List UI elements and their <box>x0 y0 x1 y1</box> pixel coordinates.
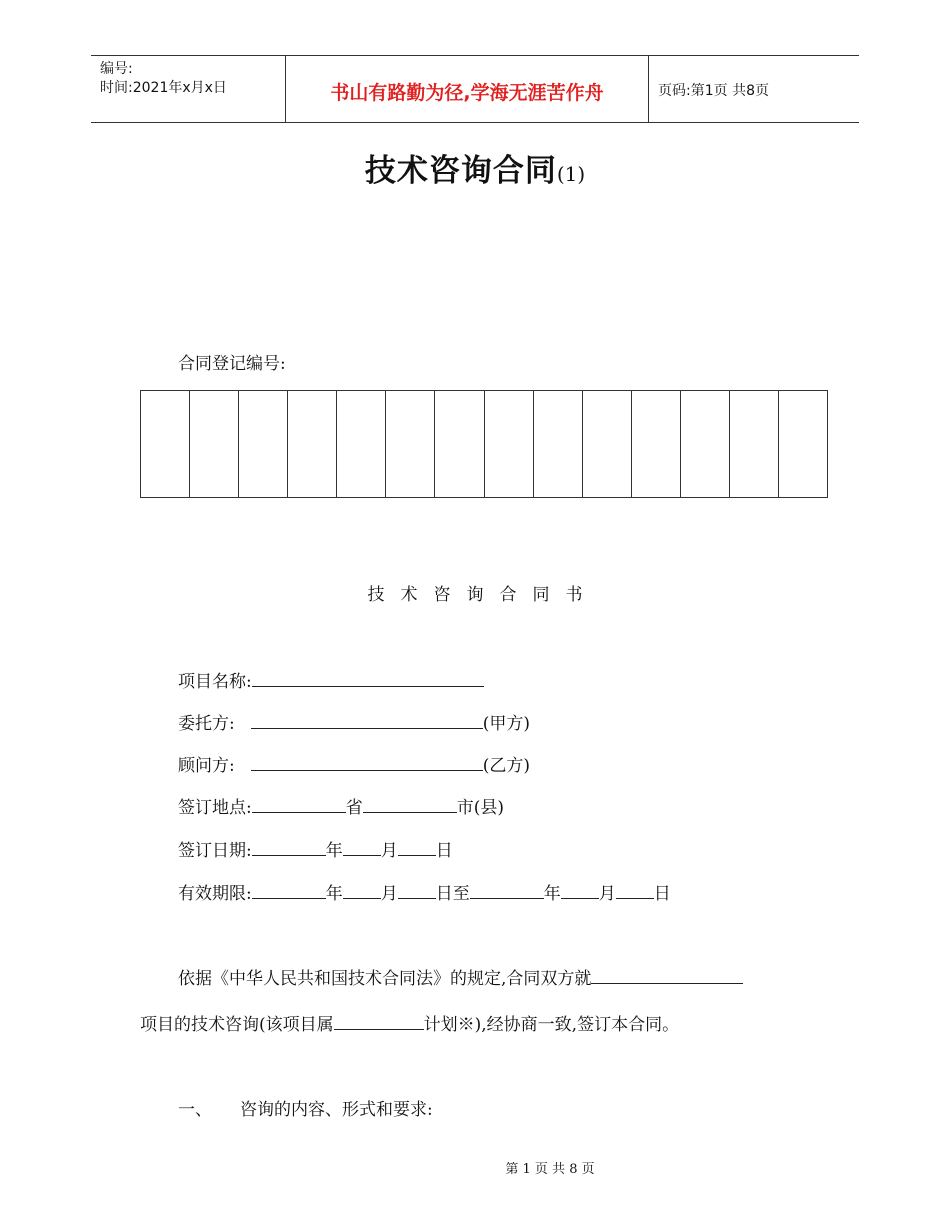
day-label: 日 <box>435 841 453 861</box>
document-number-label: 编号: <box>100 61 133 77</box>
header-motto: 书山有路勤为径,学海无涯苦作舟 <box>286 56 649 122</box>
registration-label: 合同登记编号: <box>178 354 286 374</box>
paragraph-line-1 <box>178 964 743 989</box>
registration-cell[interactable] <box>681 391 730 497</box>
start-day-blank[interactable] <box>398 881 436 899</box>
project-name-row <box>178 667 484 692</box>
registration-cell[interactable] <box>239 391 288 497</box>
document-time: 时间:2021年x月x日 <box>100 80 227 96</box>
registration-cell[interactable] <box>288 391 337 497</box>
paragraph-text-2a: 项目的技术咨询(该项目属 <box>140 1015 334 1035</box>
sign-date-label: 签订日期: <box>178 841 252 861</box>
registration-cell[interactable] <box>435 391 484 497</box>
year-label: 年 <box>325 884 343 904</box>
registration-cell[interactable] <box>485 391 534 497</box>
header-page-info: 页码:第1页 共8页 <box>658 83 769 99</box>
year-label: 年 <box>325 841 343 861</box>
sign-date-row <box>178 836 453 861</box>
document-title <box>0 145 950 190</box>
section-title-char: 技 <box>367 585 385 605</box>
validity-label: 有效期限: <box>178 884 252 904</box>
to-label: 日至 <box>435 884 470 904</box>
registration-number-grid <box>140 390 828 498</box>
title-sub: (1) <box>556 162 586 186</box>
end-month-blank[interactable] <box>561 881 599 899</box>
paragraph-text-2b: 计划※),经协商一致,签订本合同。 <box>423 1015 680 1035</box>
sign-place-label: 签订地点: <box>178 798 252 818</box>
registration-cell[interactable] <box>190 391 239 497</box>
sign-month-blank[interactable] <box>343 838 381 856</box>
registration-cell[interactable] <box>632 391 681 497</box>
paragraph-text-1: 依据《中华人民共和国技术合同法》的规定,合同双方就 <box>178 969 592 989</box>
section-title-char: 书 <box>565 585 583 605</box>
section-title-char: 术 <box>400 585 418 605</box>
consultant-suffix: (乙方) <box>482 756 530 776</box>
province-label: 省 <box>345 798 363 818</box>
registration-cell[interactable] <box>337 391 386 497</box>
registration-cell[interactable] <box>386 391 435 497</box>
plan-blank[interactable] <box>334 1012 424 1030</box>
registration-cell[interactable] <box>141 391 190 497</box>
page-header <box>91 55 859 123</box>
end-year-blank[interactable] <box>470 881 544 899</box>
section-title-char: 询 <box>466 585 484 605</box>
registration-cell[interactable] <box>779 391 827 497</box>
sign-year-blank[interactable] <box>252 838 326 856</box>
section-title <box>0 580 950 605</box>
page-footer: 第 1 页 共 8 页 <box>505 1162 595 1177</box>
month-label: 月 <box>380 884 398 904</box>
client-row <box>178 709 530 734</box>
header-meta <box>91 56 286 122</box>
project-topic-blank[interactable] <box>591 966 743 984</box>
clause-1-heading <box>178 1095 433 1120</box>
start-year-blank[interactable] <box>252 881 326 899</box>
consultant-label: 顾问方: <box>178 756 235 776</box>
section-title-char: 合 <box>499 585 517 605</box>
year-label: 年 <box>543 884 561 904</box>
registration-cell[interactable] <box>534 391 583 497</box>
section-title-char: 咨 <box>433 585 451 605</box>
province-blank[interactable] <box>252 795 346 813</box>
consultant-blank[interactable] <box>251 753 483 771</box>
validity-row <box>178 879 671 904</box>
registration-cell[interactable] <box>583 391 632 497</box>
end-day-blank[interactable] <box>616 881 654 899</box>
project-name-blank[interactable] <box>252 669 484 687</box>
sign-place-row <box>178 793 504 818</box>
sign-day-blank[interactable] <box>398 838 436 856</box>
title-main: 技术咨询合同 <box>364 153 557 189</box>
start-month-blank[interactable] <box>343 881 381 899</box>
month-label: 月 <box>598 884 616 904</box>
section-title-char: 同 <box>532 585 550 605</box>
client-blank[interactable] <box>251 711 483 729</box>
client-suffix: (甲方) <box>482 714 530 734</box>
day-label: 日 <box>653 884 671 904</box>
consultant-row <box>178 751 530 776</box>
registration-cell[interactable] <box>730 391 779 497</box>
city-label: 市(县) <box>456 798 504 818</box>
clause-1-number: 一、 <box>178 1100 212 1120</box>
city-blank[interactable] <box>363 795 457 813</box>
project-name-label: 项目名称: <box>178 672 252 692</box>
month-label: 月 <box>380 841 398 861</box>
paragraph-line-2 <box>140 1010 679 1035</box>
client-label: 委托方: <box>178 714 235 734</box>
clause-1-text: 咨询的内容、形式和要求: <box>240 1100 433 1120</box>
